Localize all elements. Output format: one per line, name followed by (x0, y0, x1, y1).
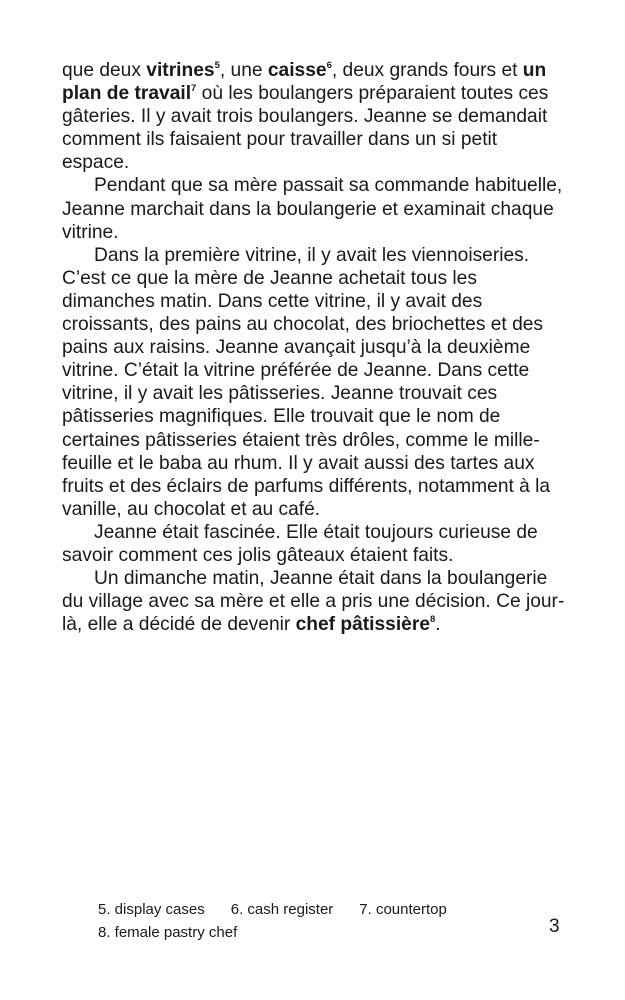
paragraph (62, 59, 566, 174)
text-run: , une (219, 60, 268, 81)
paragraph (62, 521, 566, 567)
footnote-marker: 8 (430, 614, 436, 626)
paragraph (62, 244, 566, 521)
footnote-8: 8. female pastry chef (98, 924, 238, 941)
footnote-row (98, 921, 518, 944)
glossary-term: chef pâtissière (295, 614, 430, 636)
text-run: , deux grands fours et (331, 60, 523, 81)
footnote-5: 5. display cases (98, 901, 205, 918)
footnote-7: 7. countertop (359, 901, 447, 918)
footnote-marker: 6 (326, 60, 332, 71)
text-run: où les boulangers préparaient toutes ces gâteries. Il y avait trois boulangers. Jeanne se demandait comment ils faisaient pour travailler dans un si petit espace. (62, 83, 549, 174)
text-run: . (435, 614, 441, 636)
footnote-6: 6. cash register (230, 901, 334, 918)
paragraph (62, 174, 566, 243)
glossary-term: caisse (267, 60, 327, 81)
page-number: 3 (549, 916, 560, 937)
footnote-marker: 5 (214, 60, 220, 71)
glossary-term: vitrines (146, 60, 215, 81)
text-run: que deux (62, 60, 147, 81)
text-run: Pendant que sa mère passait sa commande habituelle, Jeanne marchait dans la boulangerie et examinait chaque vitrine. (62, 175, 563, 243)
paragraph (62, 567, 566, 636)
text-run: Dans la première vitrine, il y avait les viennoiseries. C’est ce que la mère de Jeanne achetait tous les dimanches matin. Dans cette vitrine, il y avait des croissants, des pains au chocolat, des briochettes et des pains aux raisins. Jeanne avançait jusqu’à la deuxième vitrine. C’était la vitrine préférée de Jeanne. Dans cette vitrine, il y avait les pâtisseries. Jeanne trouvait ces pâtisseries magnifiques. Elle trouvait que le nom de certaines pâtisseries étaient très drôles, comme le mille-feuille et le baba au rhum. Il y avait aussi des tartes aux fruits et des éclairs de parfums différents, notamment à la vanille, au chocolat et au café. (62, 244, 551, 520)
text-run: Un dimanche matin, Jeanne était dans la boulangerie du village avec sa mère et elle a pris une décision. Ce jour-là, elle a décidé de devenir (62, 568, 565, 636)
text-run: Jeanne était fascinée. Elle était toujours curieuse de savoir comment ces jolis gâteaux étaient faits. (62, 521, 538, 566)
glossary-term: un plan de travail (62, 60, 547, 105)
footnote-marker: 7 (191, 83, 197, 95)
footnote-row (98, 898, 518, 921)
footnotes (98, 898, 518, 944)
body-text (62, 59, 566, 636)
